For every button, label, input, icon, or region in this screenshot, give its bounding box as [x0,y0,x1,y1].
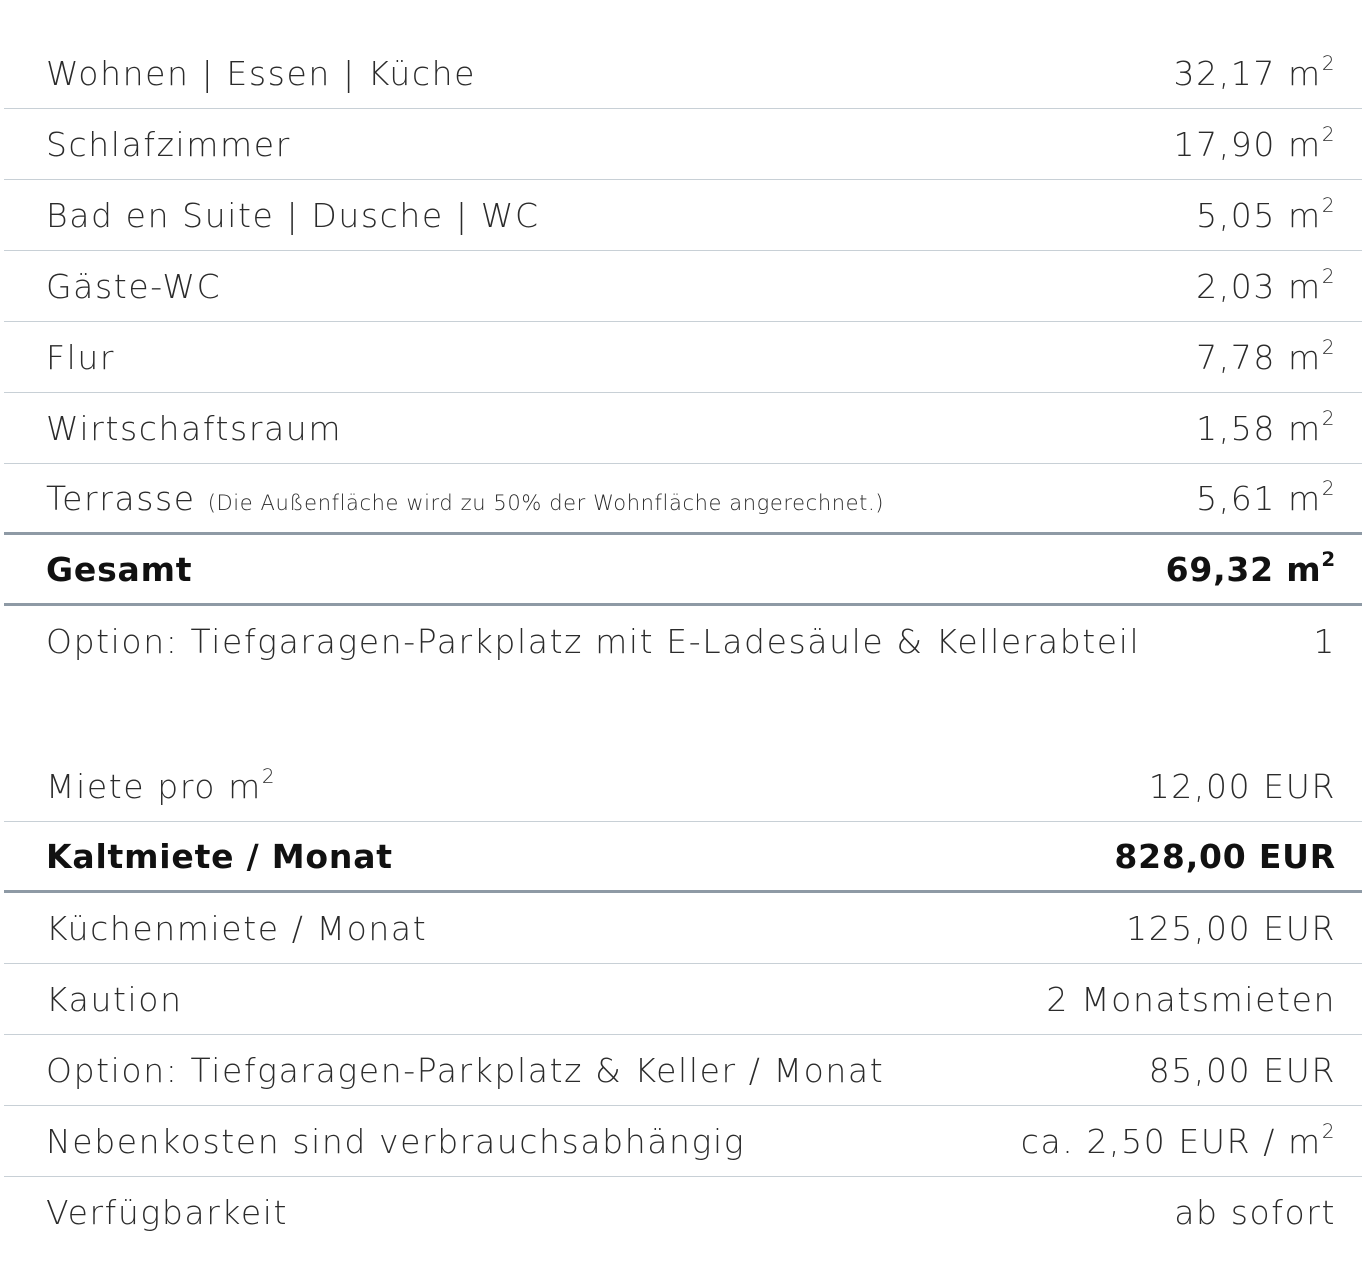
area-label: Gäste-WC [46,266,222,306]
area-value: 7,78 $m^2$ [1196,335,1336,377]
area-value: 17,90 $m^2$ [1173,122,1336,164]
cost-table [4,751,1362,1248]
cost-label: Nebenkosten sind verbrauchsabhängig [46,1121,746,1161]
total-label: Gesamt [46,549,193,589]
option-parking-row [4,606,1362,677]
deposit-row [4,964,1362,1035]
rent-per-sqm-row [4,751,1362,822]
cost-value: 2 Monatsmieten [1046,979,1336,1019]
terrace-note: (Die Außenfläche wird zu 50% der Wohnfläche angerechnet.) [207,490,885,515]
area-row-bathroom [4,180,1362,251]
cost-value: ab sofort [1174,1193,1336,1232]
parking-option-row [4,1035,1362,1106]
area-value: 5,05 $m^2$ [1196,193,1336,235]
cost-value: 125,00 EUR [1126,908,1336,948]
total-value: 69,32 $m^2$ [1165,547,1336,589]
cold-rent-row [4,822,1362,893]
cost-value: 12,00 EUR [1148,766,1336,806]
area-label: Wohnen | Essen | Küche [46,53,477,93]
area-row-bedroom [4,109,1362,180]
cost-value: ca. 2,50 EUR / $m^2$ [1020,1119,1336,1161]
cost-label: Küchenmiete / Monat [46,908,428,948]
area-value: 32,17 $m^2$ [1173,51,1336,93]
cost-label: Option: Tiefgaragen-Parkplatz & Keller / Monat [46,1050,885,1090]
area-label: Terrasse (Die Außenfläche wird zu 50% der Wohnfläche angerechnet.) [46,478,885,518]
area-value: 5,61 $m^2$ [1196,476,1336,518]
area-label: Flur [46,337,116,377]
area-row-living [4,38,1362,109]
option-value: 1 [1313,622,1336,661]
availability-row [4,1177,1362,1248]
area-row-hallway [4,322,1362,393]
cost-value: 828,00 EUR [1114,836,1336,876]
area-label: Wirtschaftsraum [46,408,343,448]
area-label: Bad en Suite | Dusche | WC [46,195,540,235]
cost-label: Miete pro $m^2$ [46,764,277,806]
cost-label: Kaltmiete / Monat [46,836,393,876]
total-row [4,535,1362,606]
kitchen-rent-row [4,893,1362,964]
area-row-guest-wc [4,251,1362,322]
area-value: 1,58 $m^2$ [1196,406,1336,448]
utilities-row [4,1106,1362,1177]
area-table [4,38,1362,677]
area-row-utility-room [4,393,1362,464]
area-label: Schlafzimmer [46,124,291,164]
cost-value: 85,00 EUR [1148,1050,1336,1090]
area-row-terrace [4,464,1362,535]
area-value: 2,03 $m^2$ [1196,264,1336,306]
cost-label: Verfügbarkeit [46,1193,289,1232]
option-label: Option: Tiefgaragen-Parkplatz mit E-Ladesäule & Kellerabteil [46,622,1141,661]
cost-label: Kaution [46,979,183,1019]
